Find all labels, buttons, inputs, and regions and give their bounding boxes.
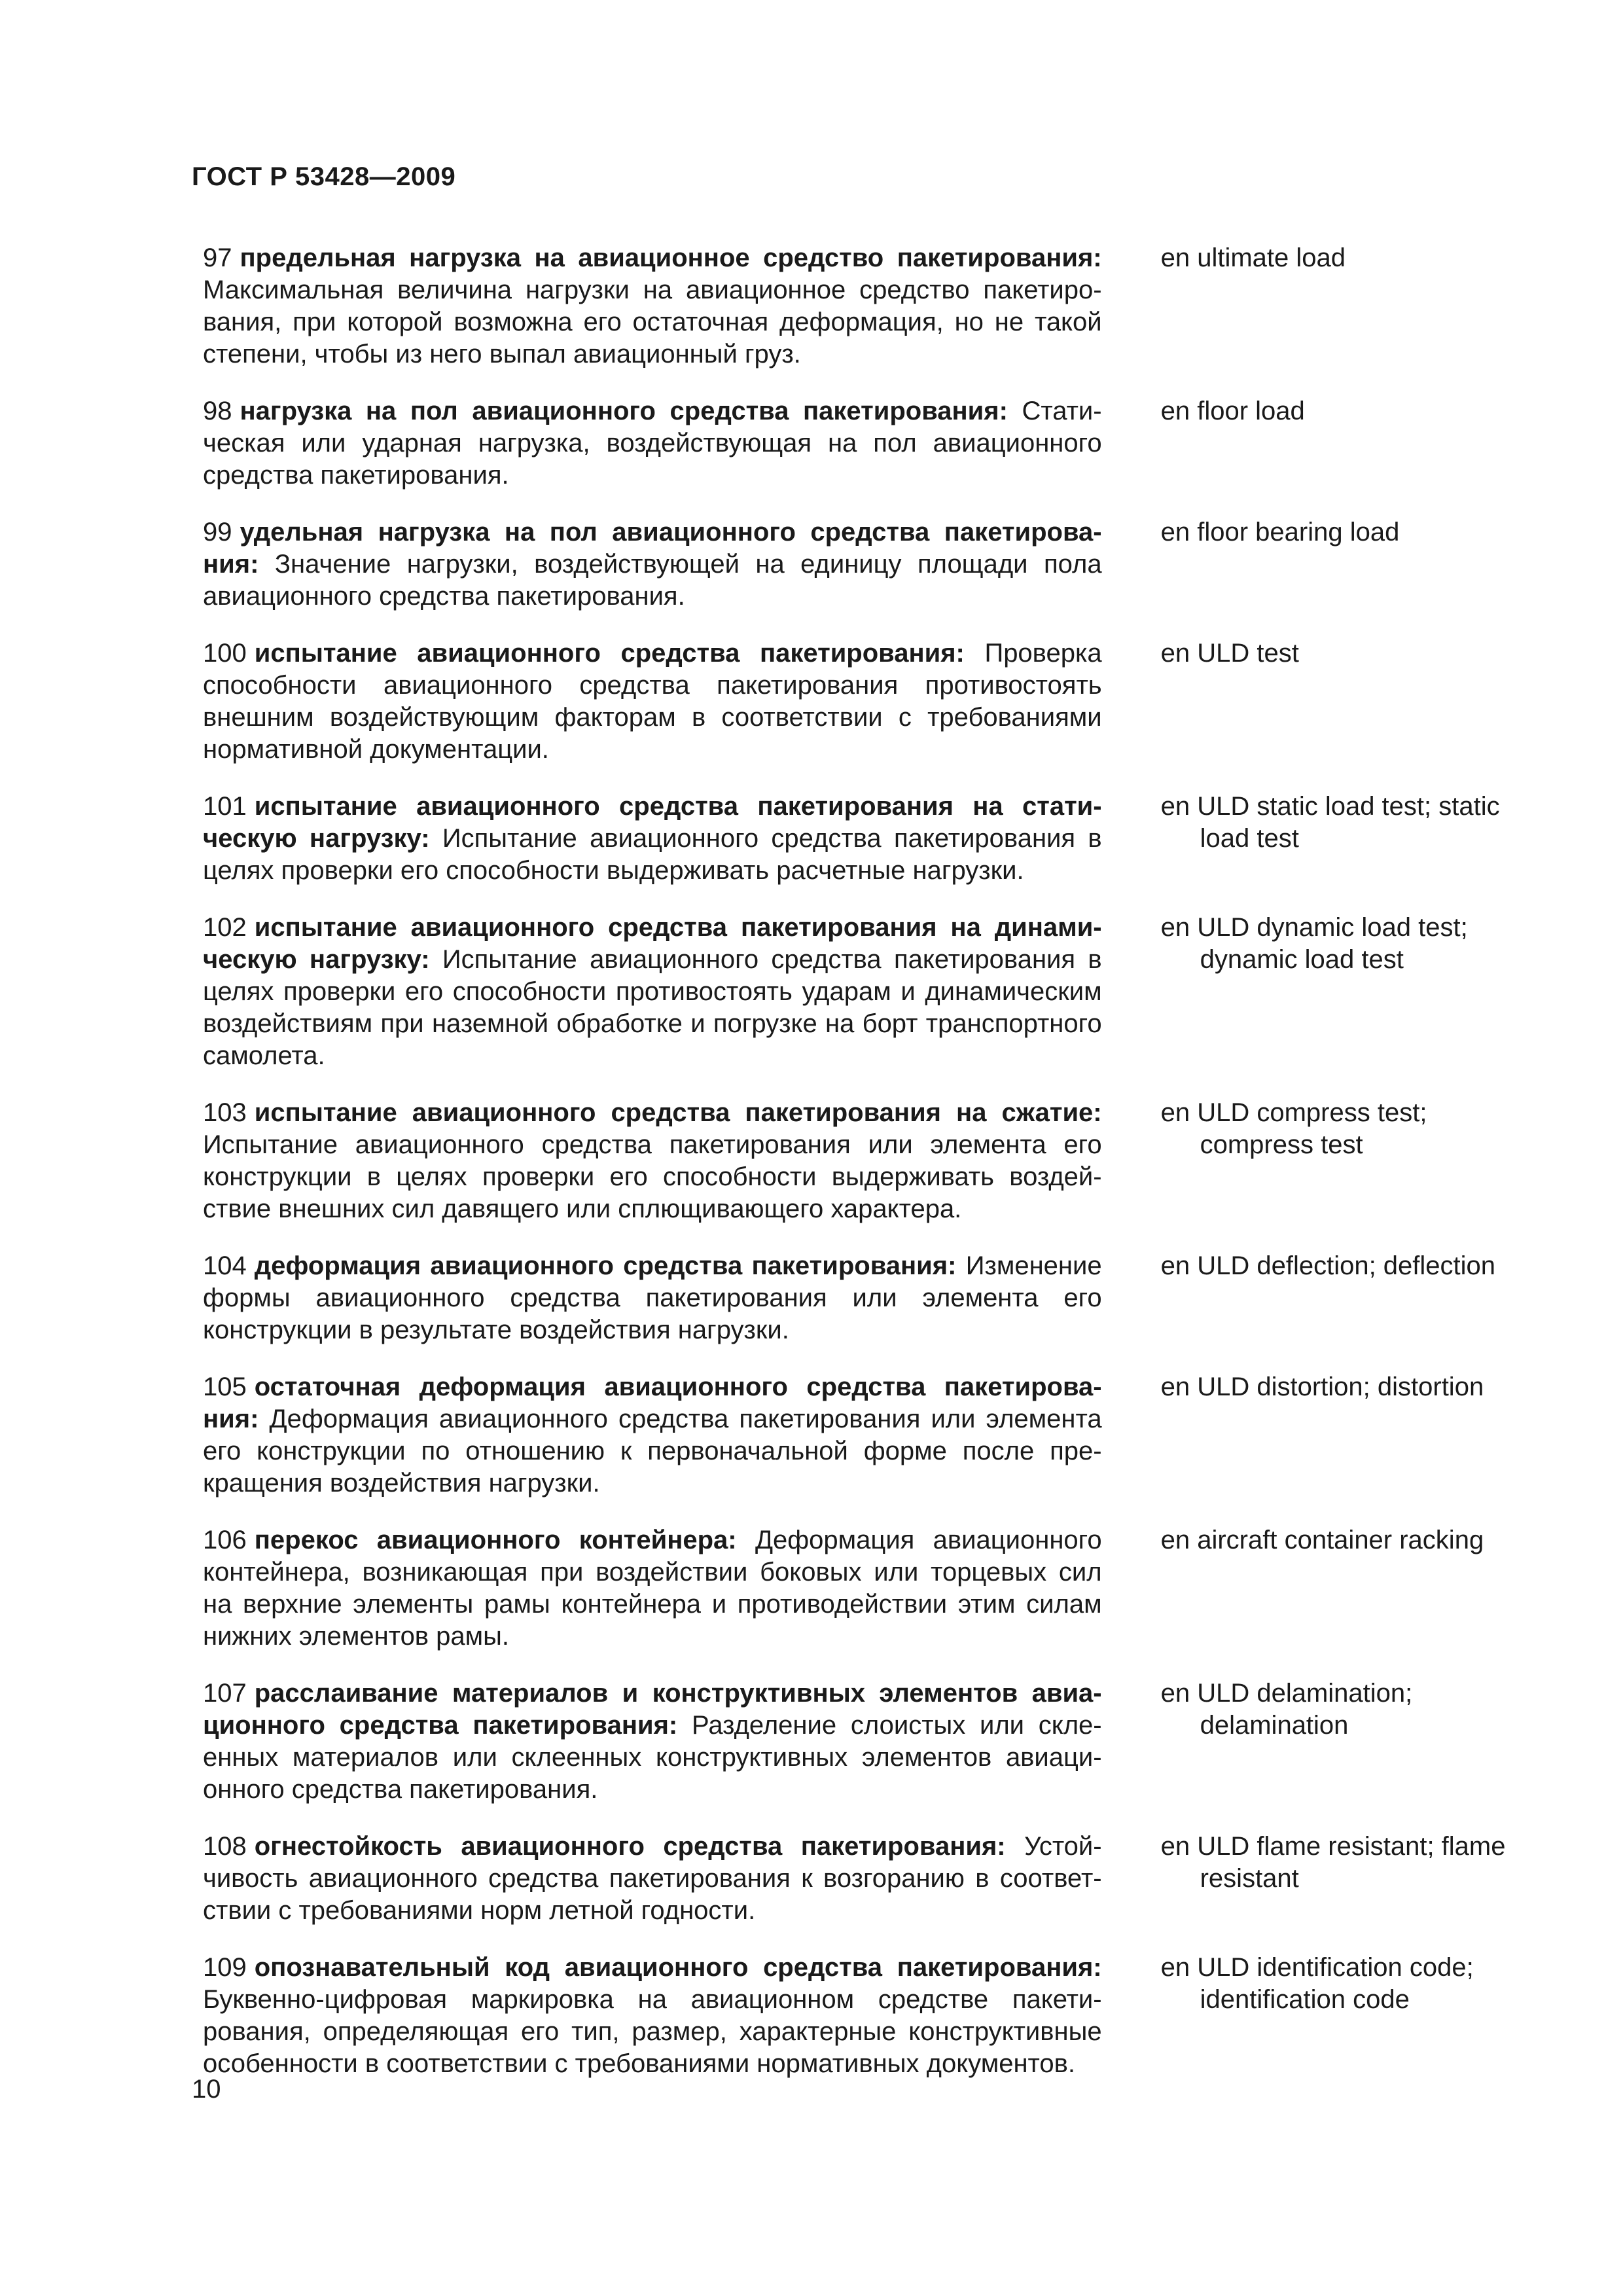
term-entry	[203, 912, 1512, 1072]
term-name: нагрузка на пол авиационного средства пакетирования:	[240, 397, 1008, 425]
term-ru-text	[203, 1524, 1102, 1653]
term-number: 104	[203, 1251, 247, 1280]
term-definition: Максимальная величина нагрузки на авиационное средство пакетирования, при которой возможна его остаточная деформация, но не такой степени, чтобы из него выпал авиационный груз.	[203, 276, 1102, 368]
term-number: 101	[203, 792, 247, 821]
term-ru-text	[203, 1952, 1102, 2080]
term-ru-text	[203, 1250, 1102, 1346]
term-en-equivalent: en ULD distortion; distortion	[1160, 1372, 1484, 1401]
term-name: испытание авиационного средства пакетирования на динамическую нагрузку:	[203, 913, 1102, 974]
document-code: ГОСТ Р 53428—2009	[192, 162, 456, 191]
term-definition: Статическая или ударная нагрузка, воздействующая на пол авиационного средства пакетирования.	[203, 397, 1102, 490]
term-definition: Значение нагрузки, воздействующей на единицу площади пола авиационного средства пакетирования.	[203, 550, 1102, 611]
term-entry	[203, 1952, 1512, 2080]
page-number: 10	[192, 2075, 221, 2104]
term-en-equivalent: en floor load	[1160, 397, 1305, 425]
term-entry	[203, 1524, 1512, 1653]
term-number: 103	[203, 1098, 247, 1127]
term-name: перекос авиационного контейнера:	[254, 1526, 737, 1554]
term-definition: Буквенно-цифровая маркировка на авиационном средстве пакетирования, определяющая его тип, размер, характерные конструктивные особенности в соответствии с требованиями нормативных документов.	[203, 1985, 1102, 2078]
term-number: 97	[203, 243, 232, 272]
term-ru-text	[203, 395, 1102, 492]
term-name: опознавательный код авиационного средства пакетирования:	[254, 1953, 1102, 1982]
term-name: испытание авиационного средства пакетирования:	[254, 639, 965, 668]
terms-list	[203, 242, 1512, 2080]
term-en-equivalent: en ULD compress test; compress test	[1160, 1098, 1427, 1159]
term-en-equivalent: en ULD test	[1160, 639, 1299, 668]
term-definition: Проверка способности авиационного средства пакетирования противостоять внешним воздействующим факторам в соответствии с требованиями нормативной документации.	[203, 639, 1102, 764]
term-ru-text	[203, 516, 1102, 613]
term-number: 100	[203, 639, 247, 668]
term-en-equivalent: en ULD static load test; static load test	[1160, 792, 1500, 853]
term-en-equivalent: en floor bearing load	[1160, 518, 1400, 547]
term-ru-text	[203, 1831, 1102, 1927]
term-ru-text	[203, 912, 1102, 1072]
term-entry	[203, 1677, 1512, 1806]
term-definition: Изменение формы авиационного средства пакетирования или элемента его конструкции в результате воздействия нагрузки.	[203, 1251, 1102, 1344]
term-definition: Разделение слоистых или склеенных материалов или склеенных конструктивных элементов авиационного средства пакетирования.	[203, 1711, 1102, 1804]
term-entry	[203, 1831, 1512, 1927]
term-ru-text	[203, 1097, 1102, 1225]
term-en-equivalent: en ULD flame resistant; flame resistant	[1160, 1832, 1506, 1893]
term-ru-text	[203, 1371, 1102, 1499]
term-number: 106	[203, 1526, 247, 1554]
term-entry	[203, 1097, 1512, 1225]
term-number: 102	[203, 913, 247, 942]
term-ru-text	[203, 637, 1102, 766]
term-number: 98	[203, 397, 232, 425]
term-number: 105	[203, 1372, 247, 1401]
term-en-equivalent: en ULD identification code; identification code	[1160, 1953, 1474, 2014]
term-en-equivalent: en ULD deflection; deflection	[1160, 1251, 1496, 1280]
term-ru-text	[203, 791, 1102, 887]
term-name: остаточная деформация авиационного средства пакетирования:	[203, 1372, 1102, 1433]
term-name: расслаивание материалов и конструктивных элементов авиационного средства пакетирования:	[203, 1679, 1102, 1740]
term-name: испытание авиационного средства пакетирования на статическую нагрузку:	[203, 792, 1102, 853]
term-entry	[203, 791, 1512, 887]
term-entry	[203, 637, 1512, 766]
term-number: 99	[203, 518, 232, 547]
term-name: предельная нагрузка на авиационное средство пакетирования:	[240, 243, 1102, 272]
term-name: удельная нагрузка на пол авиационного средства пакетирования:	[203, 518, 1102, 579]
term-definition: Деформация авиационного контейнера, возникающая при воздействии боковых или торцевых сил на верхние элементы рамы контейнера и противодействии этим силам нижних элементов рамы.	[203, 1526, 1102, 1651]
term-en-equivalent: en ULD dynamic load test; dynamic load test	[1160, 913, 1468, 974]
term-en-equivalent: en ultimate load	[1160, 243, 1346, 272]
term-number: 109	[203, 1953, 247, 1982]
term-name: огнестойкость авиационного средства пакетирования:	[254, 1832, 1006, 1861]
term-entry	[203, 395, 1512, 492]
term-en-equivalent: en ULD delamination; delamination	[1160, 1679, 1413, 1740]
term-ru-text	[203, 242, 1102, 370]
term-entry	[203, 516, 1512, 613]
term-en-equivalent: en aircraft container racking	[1160, 1526, 1484, 1554]
term-entry	[203, 1371, 1512, 1499]
term-name: испытание авиационного средства пакетирования на сжатие:	[254, 1098, 1102, 1127]
term-entry	[203, 1250, 1512, 1346]
term-number: 107	[203, 1679, 247, 1708]
term-number: 108	[203, 1832, 247, 1861]
term-definition: Устойчивость авиационного средства пакетирования к возгоранию в соответствии с требованиями норм летной годности.	[203, 1832, 1102, 1925]
term-entry	[203, 242, 1512, 370]
term-definition: Испытание авиационного средства пакетирования или элемента его конструкции в целях проверки его способности выдерживать воздействие внешних сил давящего или сплющивающего характера.	[203, 1130, 1102, 1223]
term-definition: Испытание авиационного средства пакетирования в целях проверки его способности противостоять ударам и динамическим воздействиям при наземной обработке и погрузке на борт транспортного самолета.	[203, 945, 1102, 1070]
term-definition: Испытание авиационного средства пакетирования в целях проверки его способности выдерживать расчетные нагрузки.	[203, 824, 1102, 885]
term-ru-text	[203, 1677, 1102, 1806]
term-name: деформация авиационного средства пакетирования:	[254, 1251, 957, 1280]
term-definition: Деформация авиационного средства пакетирования или элемента его конструкции по отношению к первоначальной форме после прекращения воздействия нагрузки.	[203, 1405, 1102, 1498]
